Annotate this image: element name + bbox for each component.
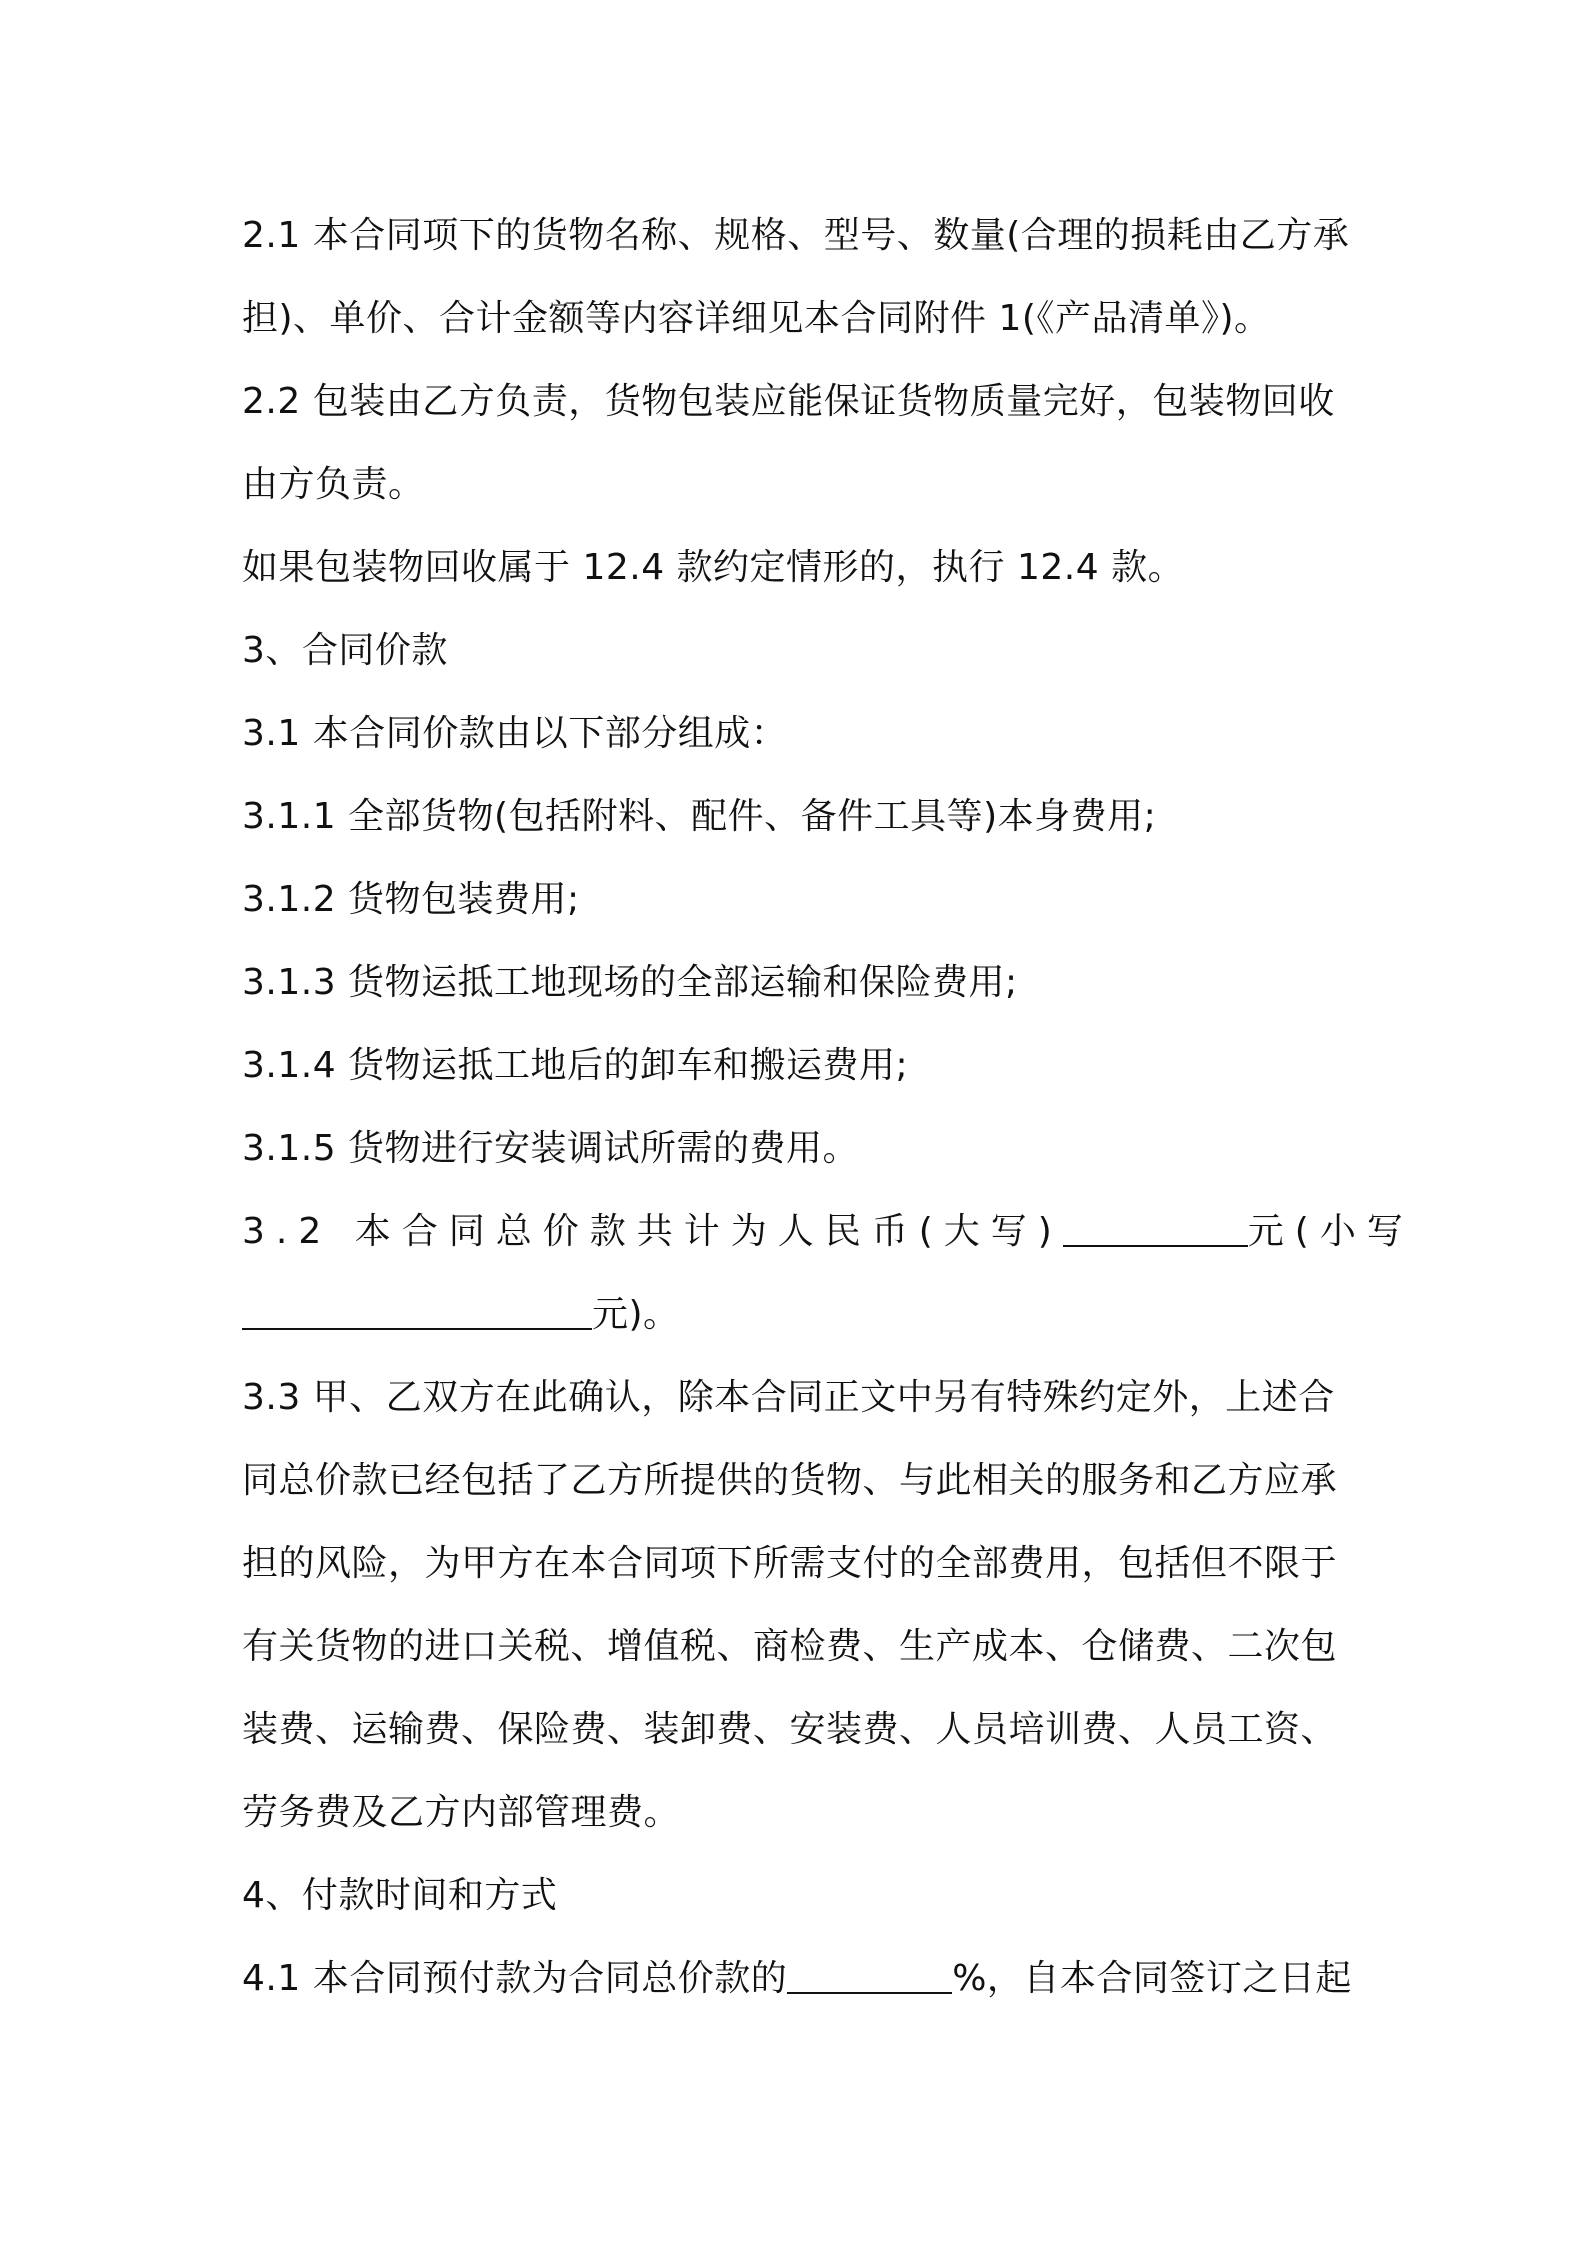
amount-lowercase-blank[interactable] [242,1294,592,1330]
clause-3-2 [242,1190,1414,1356]
clause-3-2-suffix: 元)。 [592,1294,680,1335]
clause-3-1-5: 3.1.5 货物进行安装调试所需的费用。 [242,1128,860,1169]
amount-uppercase-blank[interactable] [1063,1211,1248,1247]
clause-2-2-line-1: 2.2 包装由乙方负责，货物包装应能保证货物质量完好，包装物回收 [242,381,1335,422]
clause-2-2 [242,360,1354,526]
clause-4-1-prefix: 4.1 本合同预付款为合同总价款的 [242,1958,788,1999]
clause-3-1-1: 3.1.1 全部货物(包括附料、配件、备件工具等)本身费用; [242,796,1157,837]
clause-4-1 [242,1937,1354,2020]
clause-3-1-3: 3.1.3 货物运抵工地现场的全部运输和保险费用; [242,962,1018,1003]
clause-3-3-line-4: 有关货物的进口关税、增值税、商检费、生产成本、仓储费、二次包 [242,1626,1338,1667]
prepayment-percent-blank[interactable] [787,1958,952,1994]
section-heading-3: 3、合同价款 [242,630,448,671]
clause-3-3-line-3: 担的风险，为甲方在本合同项下所需支付的全部费用，包括但不限于 [242,1543,1338,1584]
clause-3-2-line-2 [242,1273,1354,1356]
clause-4-1-line-1 [242,1937,1354,2020]
clause-3-1-4: 3.1.4 货物运抵工地后的卸车和搬运费用; [242,1045,909,1086]
clause-3-3-line-1: 3.3 甲、乙双方在此确认，除本合同正文中另有特殊约定外，上述合 [242,1377,1335,1418]
document-body [242,194,1414,2020]
clause-3-3-line-2: 同总价款已经包括了乙方所提供的货物、与此相关的服务和乙方应承 [242,1460,1338,1501]
clause-3-1-2: 3.1.2 货物包装费用; [242,879,580,920]
clause-2-1 [242,194,1354,360]
clause-3-3-line-5: 装费、运输费、保险费、装卸费、安装费、人员培训费、人员工资、 [242,1709,1338,1750]
clause-2-2-line-2: 由方负责。 [242,464,425,505]
packaging-note: 如果包装物回收属于 12.4 款约定情形的，执行 12.4 款。 [242,547,1185,588]
clause-3-2-prefix: 3.2 本合同总价款共计为人民币(大写) [242,1211,1063,1252]
clause-3-2-mid: 元(小写 [1247,1211,1414,1252]
clause-3-3-line-6: 劳务费及乙方内部管理费。 [242,1792,681,1833]
section-heading-4: 4、付款时间和方式 [242,1875,558,1916]
clause-2-1-line-2: 担)、单价、合计金额等内容详细见本合同附件 1(《产品清单》)。 [242,298,1271,339]
clause-3-3 [242,1356,1354,1854]
clause-3-1: 3.1 本合同价款由以下部分组成： [242,713,788,754]
clause-4-1-suffix: %，自本合同签订之日起 [952,1958,1352,1999]
clause-2-1-line-1: 2.1 本合同项下的货物名称、规格、型号、数量(合理的损耗由乙方承 [242,215,1350,256]
clause-3-2-line-1 [242,1190,1414,1273]
